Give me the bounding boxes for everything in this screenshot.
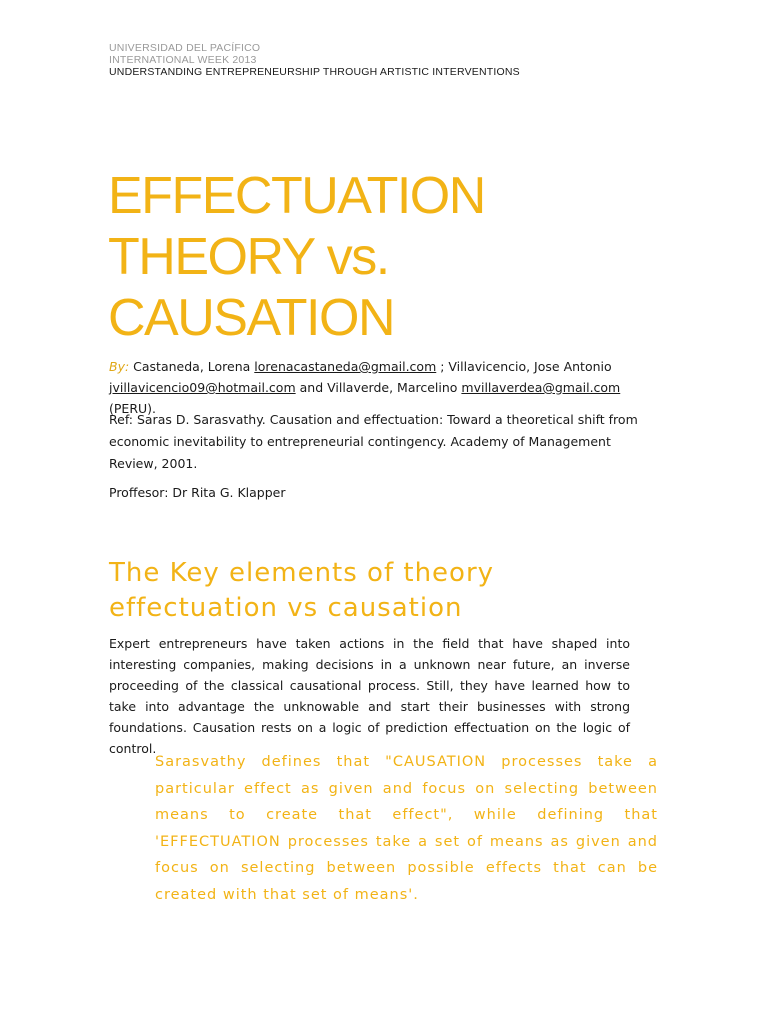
title-line-1: EFFECTUATION (108, 167, 485, 225)
email-link-villavicencio[interactable]: jvillavicencio09@hotmail.com (109, 380, 296, 395)
section-heading-line-2: effectuation vs causation (109, 593, 463, 623)
by-label: By: (109, 359, 130, 374)
header-university: UNIVERSIDAD DEL PACÍFICO (109, 42, 261, 54)
header-subtitle: UNDERSTANDING ENTREPRENEURSHIP THROUGH ARTISTIC INTERVENTIONS (109, 66, 520, 78)
section-heading (109, 556, 494, 626)
email-link-villaverde[interactable]: mvillaverdea@gmail.com (461, 380, 621, 395)
intro-paragraph: Expert entrepreneurs have taken actions in the field that have shaped into interesting companies, making decisions in a unknown near future, an inverse proceeding of the classical causational process. Still, they have learned how to take into advantage the unknowable and start their businesses with strong foundations. Causation rests on a logic of prediction effectuation on the logic of control. (109, 636, 630, 756)
header-event: INTERNATIONAL WEEK 2013 (109, 54, 257, 66)
author-text-1: Castaneda, Lorena (129, 359, 255, 374)
author-text-2: ; Villavicencio, Jose Antonio (436, 359, 612, 374)
title-line-2: THEORY vs. (108, 228, 389, 286)
reference-citation: Ref: Saras D. Sarasvathy. Causation and effectuation: Toward a theoretical shift from economic inevitability to entrepreneurial contingency. Academy of Management Review, 2001. (109, 412, 638, 471)
title-line-3: CAUSATION (108, 289, 395, 347)
author-text-4: (PERU). (109, 401, 156, 416)
document-header (109, 42, 520, 78)
author-text-3: and Villaverde, Marcelino (295, 380, 462, 395)
professor-line: Proffesor: Dr Rita G. Klapper (109, 485, 286, 500)
definition-quote: Sarasvathy defines that "CAUSATION processes take a particular effect as given and focus on selecting between means to create that effect", while defining that 'EFFECTUATION processes take a set of means as given and focus on selecting between possible effects that can be created with that set of means'. (155, 754, 658, 903)
section-heading-line-1: The Key elements of theory (109, 558, 495, 588)
email-link-castaneda[interactable]: lorenacastaneda@gmail.com (254, 359, 437, 374)
document-title (108, 166, 485, 349)
